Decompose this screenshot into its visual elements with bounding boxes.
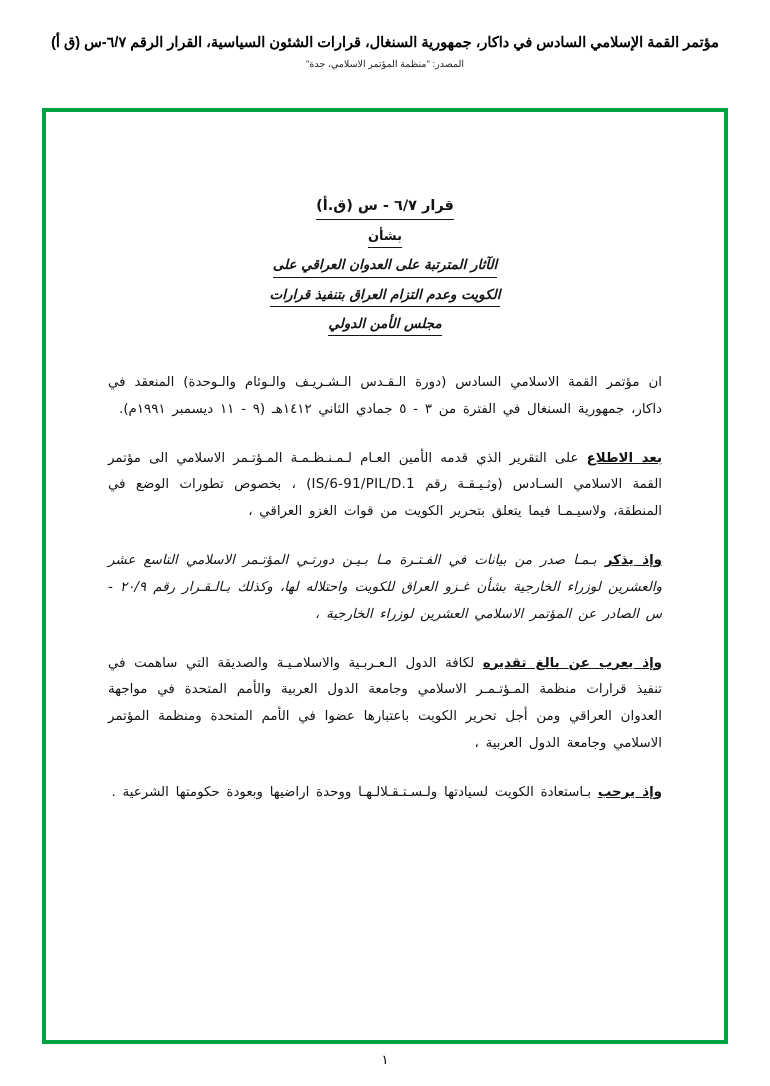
page-number: ١ — [381, 1053, 389, 1068]
document-body — [52, 118, 718, 807]
paragraph-lead: بعد الاطلاع — [586, 450, 662, 466]
paragraph-text: بـمـا صدر من بيانات في الفـتـرة مـا بـيـن دورتـي المؤتـمر الاسلامي التاسع عشر والعشرين لوزراء الخارجية بشأن غـزو العراق للكويت واحتلاله لها، وكذلك بـالـقـرار رقم ٢٠/٩ - س الصادر عن المؤتمر الاسلامي العشرين لوزراء الخارجية ، — [108, 553, 663, 622]
paragraph-lead: وإذ يعرب عن بالغ تقديره — [482, 655, 662, 671]
paragraph-text: بـاستعادة الكويت لسيادتها ولـسـتـقـلالـهـا ووحدة اراضيها وبعودة حكومتها الشرعية . — [111, 784, 598, 800]
green-border-frame — [42, 108, 728, 1044]
paragraph-lead: وإذ يرحب — [597, 784, 662, 800]
resolution-title-block — [108, 196, 662, 336]
resolution-number: قرار ٦/٧ - س (ق.أ) — [316, 196, 454, 220]
topic-line-1: الآثار المترتبة على العدوان العراقي على — [273, 255, 498, 277]
header-source: المصدر: "منظمة المؤتمر الاسلامي، جدة" — [305, 59, 465, 71]
subject-label: بشأن — [368, 227, 402, 249]
paragraph-text: لكافة الدول الـعـربـية والاسلامـيـة والصديقة التي ساهمت في تنفيذ قرارات منظمة المـؤتـمـر الاسلامي وجامعة الدول العربية والأمم المتحدة في مواجهة العدوان العراقي ومن أجل تحرير الكويت باعتبارها عضوا في الأمم المتحدة ومنظمة المؤتمر الاسلامي وجامعة الدول العربية ، — [108, 655, 662, 751]
paragraph-having-considered — [108, 446, 662, 526]
paragraph-lead: وإذ يذكر — [604, 553, 662, 569]
paragraph-text: ان مؤتمر القمة الاسلامي السادس (دورة الـقـدس الـشـريـف والـوئام والـوحدة) المنعقد في داكار، جمهورية السنغال في الفترة من ٣ - ٥ جمادي الثاني ١٤١٢هـ (٩ - ١١ ديسمبر ١٩٩١م). — [108, 375, 662, 417]
paragraph-welcoming — [108, 780, 662, 807]
topic-line-2: الكويت وعدم التزام العراق بتنفيذ قرارات — [270, 285, 501, 307]
paragraph-text: على التقرير الذي قدمه الأمين العـام لـمـنـظـمـة المـؤتـمر الاسلامي الى مؤتمر القمة الاسلامي السـادس (وثـيـقـة رقم IS/6-91/PIL/D.1) ، بخصوص تطورات الوضع في المنطقة، ولاسيـمـا فيما يتعلق بتحرير الكويت من قوات الغزو العراقي ، — [108, 450, 662, 520]
paragraph-recalling — [108, 548, 662, 628]
topic-line-3: مجلس الأمن الدولي — [328, 314, 441, 336]
page-header — [0, 34, 770, 70]
paragraph-preamble — [108, 370, 662, 424]
header-title: مؤتمر القمة الإسلامي السادس في داكار، جمهورية السنغال، قرارات الشئون السياسية، القرار الرقم ٦/٧-س (ق أ) — [51, 35, 719, 51]
frame-inner — [52, 118, 718, 1034]
paragraph-expressing-appreciation — [108, 651, 662, 758]
